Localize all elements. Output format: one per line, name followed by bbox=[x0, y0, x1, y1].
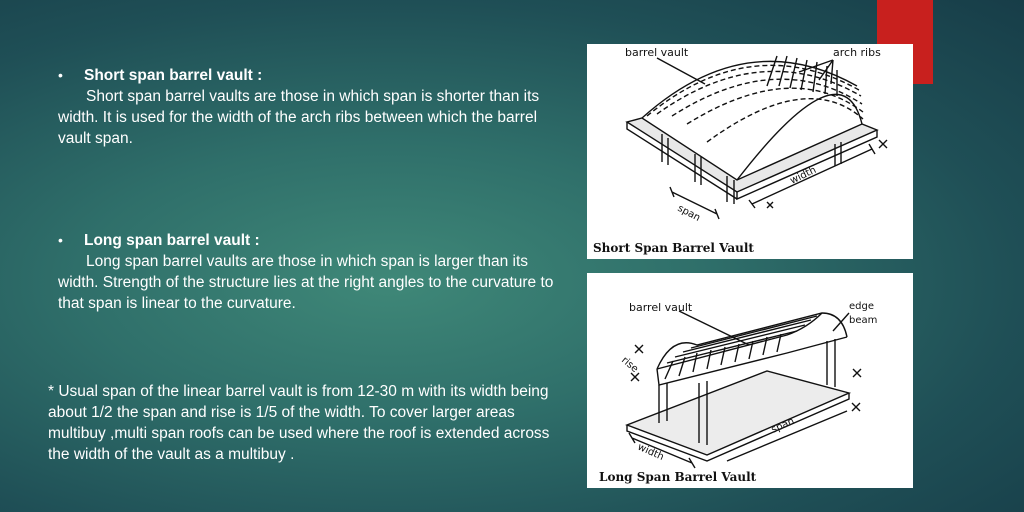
bullet-body: Long span barrel vaults are those in which span is larger than its width. Strength of the structure lies at the right angles to the curvature to that span is linear to the curvature. bbox=[58, 253, 554, 312]
bullet-body: Short span barrel vaults are those in which span is shorter than its width. It is used for the width of the arch ribs between which the barrel vault span. bbox=[58, 88, 540, 147]
span-label: span bbox=[769, 415, 797, 436]
bullet-heading bbox=[58, 65, 568, 86]
barrel-vault-label: barrel vault bbox=[629, 301, 693, 314]
long-span-caption: Long Span Barrel Vault bbox=[599, 470, 757, 484]
barrel-vault-label: barrel vault bbox=[625, 46, 689, 59]
bullet-heading bbox=[58, 230, 568, 251]
bullet-marker: • bbox=[58, 67, 63, 83]
rise-label: rise bbox=[619, 354, 641, 376]
short-span-vault-drawing bbox=[587, 44, 913, 259]
bullet-title: Long span barrel vault : bbox=[84, 232, 260, 249]
bullet-marker: • bbox=[58, 232, 63, 248]
span-note: * Usual span of the linear barrel vault is from 12-30 m with its width being about 1/2 the span and rise is 1/5 of the width. To cover larger areas multibuy ,multi span roofs can be used where the roof is extended across the width of the vault as a multibuy . bbox=[48, 383, 550, 463]
bullet-title: Short span barrel vault : bbox=[84, 67, 263, 84]
bullet-long-span bbox=[58, 230, 568, 314]
short-span-vault-figure bbox=[587, 44, 913, 259]
arch-ribs-label: arch ribs bbox=[833, 46, 881, 59]
width-label: width bbox=[635, 441, 666, 463]
edge-label: edge bbox=[849, 301, 874, 312]
long-span-vault-figure bbox=[587, 273, 913, 488]
short-span-caption: Short Span Barrel Vault bbox=[593, 241, 754, 255]
bullet-short-span bbox=[58, 65, 568, 149]
beam-label: beam bbox=[849, 315, 878, 326]
span-label: span bbox=[675, 202, 702, 224]
long-span-vault-drawing bbox=[587, 273, 913, 488]
width-label: width bbox=[788, 164, 819, 187]
